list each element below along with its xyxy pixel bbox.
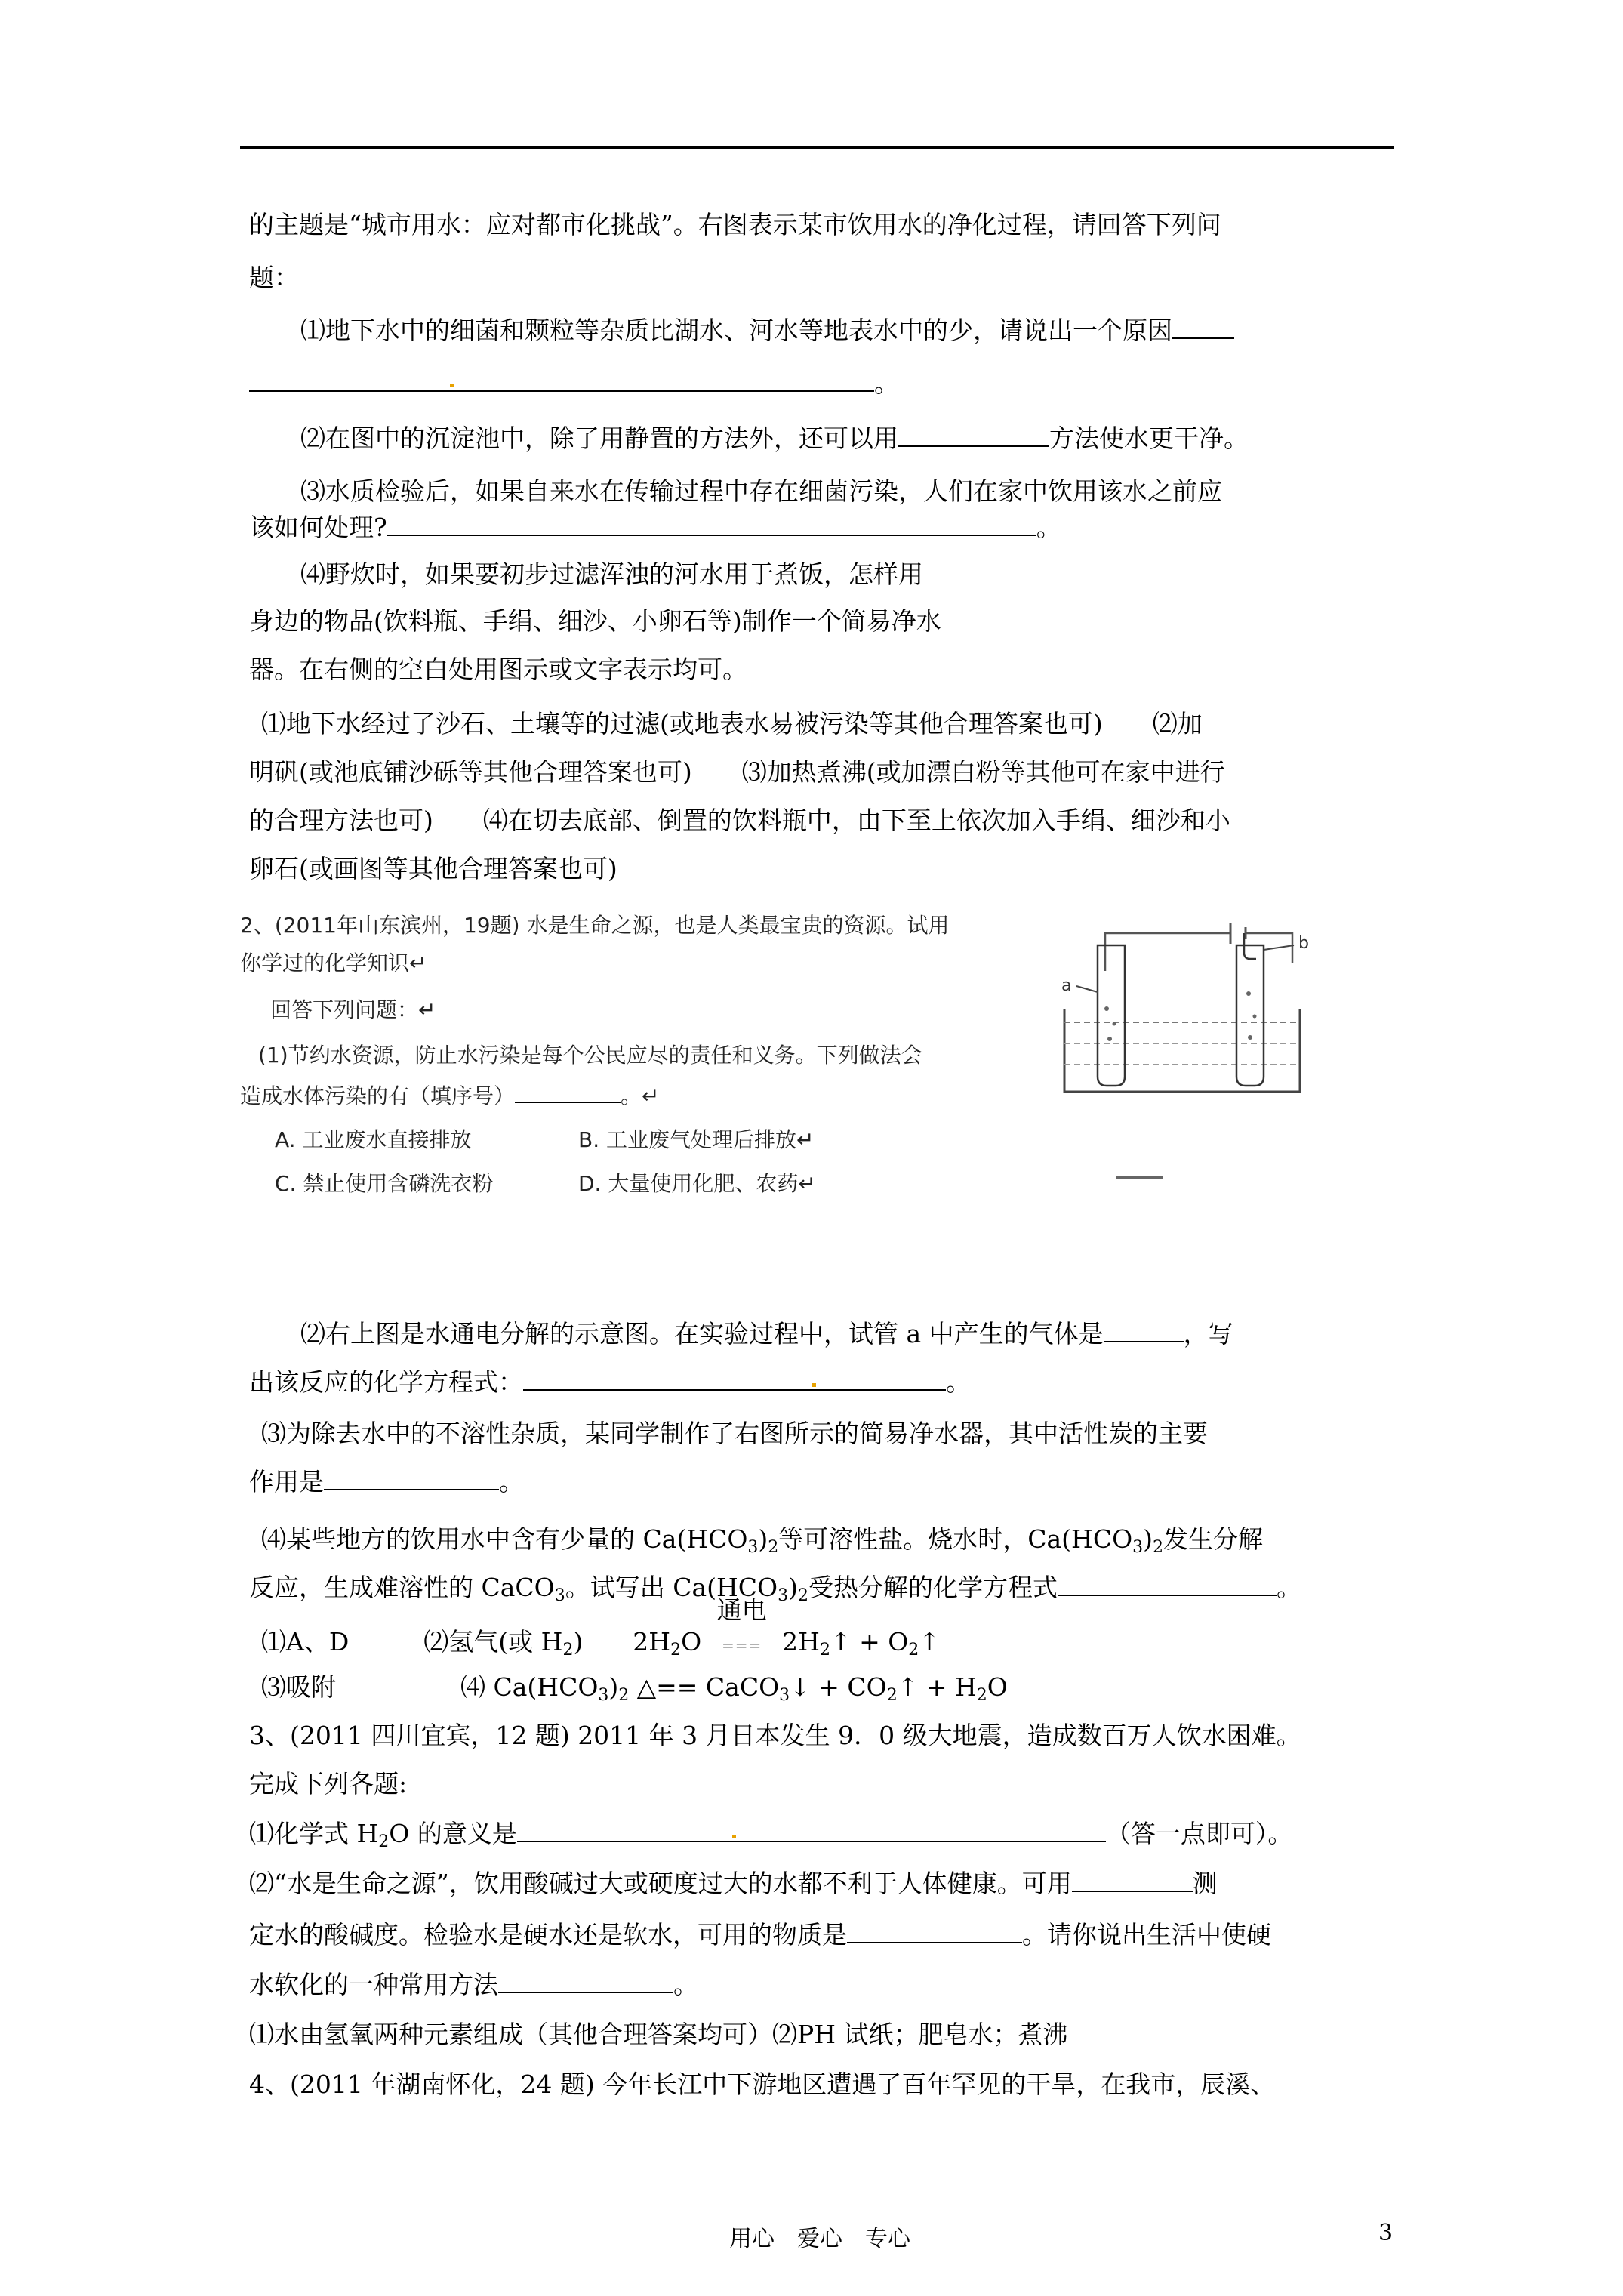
q3-part-2-line-1: ⑵“水是生命之源”，饮用酸碱过大或硬度过大的水都不利于人体健康。可用 测 bbox=[249, 1869, 1218, 1898]
q1-intro-line-2: 题： bbox=[249, 263, 299, 292]
scan-mark bbox=[732, 1835, 736, 1838]
q2-part-4-line-2: 反应，生成难溶性的 CaCO$_3$。试写出 $Ca(HCO_3)_2$受热分解的化学方程式 。 bbox=[249, 1573, 1301, 1605]
answer-blank[interactable] bbox=[1172, 315, 1234, 339]
answer-blank[interactable] bbox=[1058, 1572, 1277, 1596]
q1-part-1-cont: 。 bbox=[249, 366, 899, 401]
answer-blank[interactable] bbox=[387, 512, 1036, 536]
scan-mark bbox=[812, 1383, 816, 1387]
answer-blank[interactable] bbox=[1072, 1868, 1193, 1892]
q1-part-2: ⑵在图中的沉淀池中，除了用静置的方法外，还可以用 方法使水更干净。 bbox=[300, 424, 1249, 453]
q3-part-1: ⑴化学式 $H_2O$ 的意义是 （答一点即可）。 bbox=[249, 1819, 1293, 1851]
q3-part-2-line-3: 水软化的一种常用方法 。 bbox=[249, 1970, 698, 1999]
q1-answer-line-4: 卵石(或画图等其他合理答案也可) bbox=[249, 854, 617, 883]
q2-part-3-line-2: 作用是 。 bbox=[249, 1467, 524, 1496]
q1-answer-line-2: 明矾(或池底铺沙砾等其他合理答案也可) ⑶加热煮沸(或加漂白粉等其他可在家中进行 bbox=[249, 757, 1225, 787]
scan-mark bbox=[450, 384, 454, 387]
page-number: 3 bbox=[1378, 2220, 1394, 2246]
q2-image-line-2: 你学过的化学知识↵ bbox=[240, 951, 427, 975]
q3-answer: ⑴水由氢氧两种元素组成（其他合理答案均可）⑵PH 试纸；肥皂水；煮沸 bbox=[249, 2020, 1068, 2049]
q2-option-d: D. 大量使用化肥、农药↵ bbox=[578, 1171, 816, 1196]
q1-part-3-line-1: ⑶水质检验后，如果自来水在传输过程中存在细菌污染，人们在家中饮用该水之前应 bbox=[300, 476, 1222, 506]
answer-blank[interactable] bbox=[898, 423, 1049, 447]
q1-part-4-line-2: 身边的物品(饮料瓶、手绢、细沙、小卵石等)制作一个简易净水 bbox=[249, 606, 941, 636]
electrolysis-diagram bbox=[1057, 911, 1359, 1107]
q2-image-line-4: (1)节约水资源，防止水污染是每个公民应尽的责任和义务。下列做法会 bbox=[258, 1043, 922, 1068]
answer-blank[interactable] bbox=[847, 1919, 1022, 1943]
electrolysis-condition: 通电 === bbox=[716, 1595, 767, 1654]
q2-part-2-line-1: ⑵右上图是水通电分解的示意图。在实验过程中，试管 a 中产生的气体是 ，写 bbox=[300, 1319, 1233, 1348]
q2-image-line-5: 造成水体污染的有（填序号） 。↵ bbox=[240, 1083, 660, 1108]
q2-option-b: B. 工业废气处理后排放↵ bbox=[578, 1127, 815, 1152]
q2-option-c: C. 禁止使用含磷洗衣粉 bbox=[275, 1171, 494, 1196]
footer-motto: 用心 爱心 专心 bbox=[729, 2226, 910, 2252]
label-b: b bbox=[1298, 934, 1309, 953]
q2-answer-line-1: ⑴A、D ⑵氢气(或 $H_2$) $2H_2O$ 通电 === $2H_2↑$ + $O_2↑$ bbox=[261, 1625, 940, 1668]
question-2-scanned-image bbox=[240, 911, 1380, 1205]
q2-option-a: A. 工业废水直接排放 bbox=[275, 1127, 472, 1152]
q1-part-4-line-3: 器。在右侧的空白处用图示或文字表示均可。 bbox=[249, 655, 747, 684]
answer-blank[interactable] bbox=[498, 1969, 673, 1993]
label-a: a bbox=[1061, 976, 1072, 995]
q2-image-line-1: 2、(2011年山东滨州，19题) 水是生命之源，也是人类最宝贵的资源。试用 bbox=[240, 913, 950, 938]
answer-blank[interactable] bbox=[1104, 1318, 1184, 1342]
q1-answer-line-3: 的合理方法也可) ⑷在切去底部、倒置的饮料瓶中，由下至上依次加入手绢、细沙和小 bbox=[249, 806, 1230, 835]
q2-part-4-line-1: ⑷某些地方的饮用水中含有少量的 $Ca(HCO_3)_2$等可溶性盐。烧水时，$Ca(HCO_3)_2$发生分解 bbox=[261, 1524, 1264, 1557]
q4-title: 4、(2011 年湖南怀化，24 题) 今年长江中下游地区遭遇了百年罕见的干旱，在我市，辰溪、 bbox=[249, 2069, 1276, 2099]
q1-part-4-line-1: ⑷野炊时，如果要初步过滤浑浊的河水用于煮饭，怎样用 bbox=[300, 559, 923, 589]
answer-blank[interactable] bbox=[517, 1818, 1106, 1842]
q1-part-3-line-2: 该如何处理? 。 bbox=[249, 513, 1061, 542]
answer-blank[interactable] bbox=[249, 368, 874, 392]
answer-blank[interactable] bbox=[324, 1466, 499, 1490]
figure-fragment bbox=[1116, 1176, 1163, 1179]
q3-title-line-1: 3、(2011 四川宜宾，12 题) 2011 年 3 月日本发生 9．0 级大地震，造成数百万人饮水困难。 bbox=[249, 1721, 1301, 1750]
answer-blank[interactable] bbox=[523, 1367, 946, 1391]
q2-answer-line-2: ⑶吸附 ⑷ $Ca(HCO_3)_2$ △== CaCO$_3$↓ + $CO_2↑ + H_2O$ bbox=[261, 1672, 1008, 1705]
answer-blank[interactable] bbox=[515, 1082, 621, 1103]
q1-intro-line-1: 的主题是“城市用水：应对都市化挑战”。右图表示某市饮用水的净化过程，请回答下列问 bbox=[249, 210, 1221, 239]
q1-part-1: ⑴地下水中的细菌和颗粒等杂质比湖水、河水等地表水中的少，请说出一个原因 bbox=[300, 313, 1234, 348]
q3-part-2-line-2: 定水的酸碱度。检验水是硬水还是软水，可用的物质是 。请你说出生活中使硬 bbox=[249, 1920, 1271, 1949]
header-rule bbox=[240, 146, 1394, 149]
q1-answer-line-1: ⑴地下水经过了沙石、土壤等的过滤(或地表水易被污染等其他合理答案也可) ⑵加 bbox=[261, 709, 1203, 738]
q3-title-line-2: 完成下列各题: bbox=[249, 1769, 408, 1798]
q2-image-line-3: 回答下列问题：↵ bbox=[270, 997, 436, 1022]
q2-part-2-line-2: 出该反应的化学方程式： 。 bbox=[249, 1367, 971, 1397]
q2-part-3-line-1: ⑶为除去水中的不溶性杂质，某同学制作了右图所示的简易净水器，其中活性炭的主要 bbox=[261, 1419, 1208, 1448]
